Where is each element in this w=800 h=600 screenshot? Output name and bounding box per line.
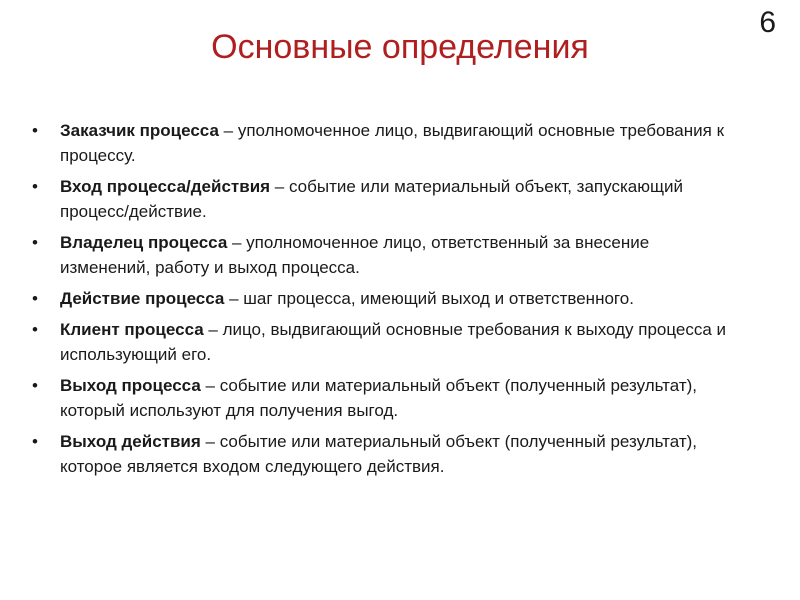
definition-text: – лицо, выдвигающий основные требования к выходу процесса и использующий его.: [60, 320, 727, 364]
definition-term: Заказчик процесса: [60, 121, 219, 140]
definition-item: [30, 230, 730, 280]
definition-term: Владелец процесса: [60, 233, 228, 252]
definition-text: – событие или материальный объект (полученный результат), который используют для получения выгод.: [60, 376, 698, 420]
definition-text: – событие или материальный объект, запускающий процесс/действие.: [60, 177, 683, 221]
definition-term: Действие процесса: [60, 289, 225, 308]
definition-term: Вход процесса/действия: [60, 177, 271, 196]
bullet-icon: •: [32, 121, 38, 140]
definition-item: [30, 174, 730, 224]
bullet-icon: •: [32, 432, 38, 451]
definition-item: [30, 317, 730, 367]
bullet-icon: •: [32, 289, 38, 308]
slide-title: Основные определения: [211, 28, 589, 66]
definition-text: – шаг процесса, имеющий выход и ответственного.: [224, 289, 634, 308]
definition-text: – уполномоченное лицо, выдвигающий основные требования к процессу.: [60, 121, 725, 165]
bullet-icon: •: [32, 320, 38, 339]
definition-term: Выход процесса: [60, 376, 201, 395]
definition-item: [30, 286, 730, 311]
bullet-icon: •: [32, 376, 38, 395]
definition-term: Клиент процесса: [60, 320, 204, 339]
definition-item: [30, 429, 730, 479]
bullet-icon: •: [32, 177, 38, 196]
slide-number: 6: [759, 6, 776, 39]
bullet-icon: •: [32, 233, 38, 252]
definition-term: Выход действия: [60, 432, 201, 451]
definition-text: – уполномоченное лицо, ответственный за внесение изменений, работу и выход процесса.: [60, 233, 650, 277]
definition-text: – событие или материальный объект (полученный результат), которое является входом следующего действия.: [60, 432, 698, 476]
definition-item: [30, 118, 730, 168]
definition-item: [30, 373, 730, 423]
definitions-list: [30, 118, 730, 485]
